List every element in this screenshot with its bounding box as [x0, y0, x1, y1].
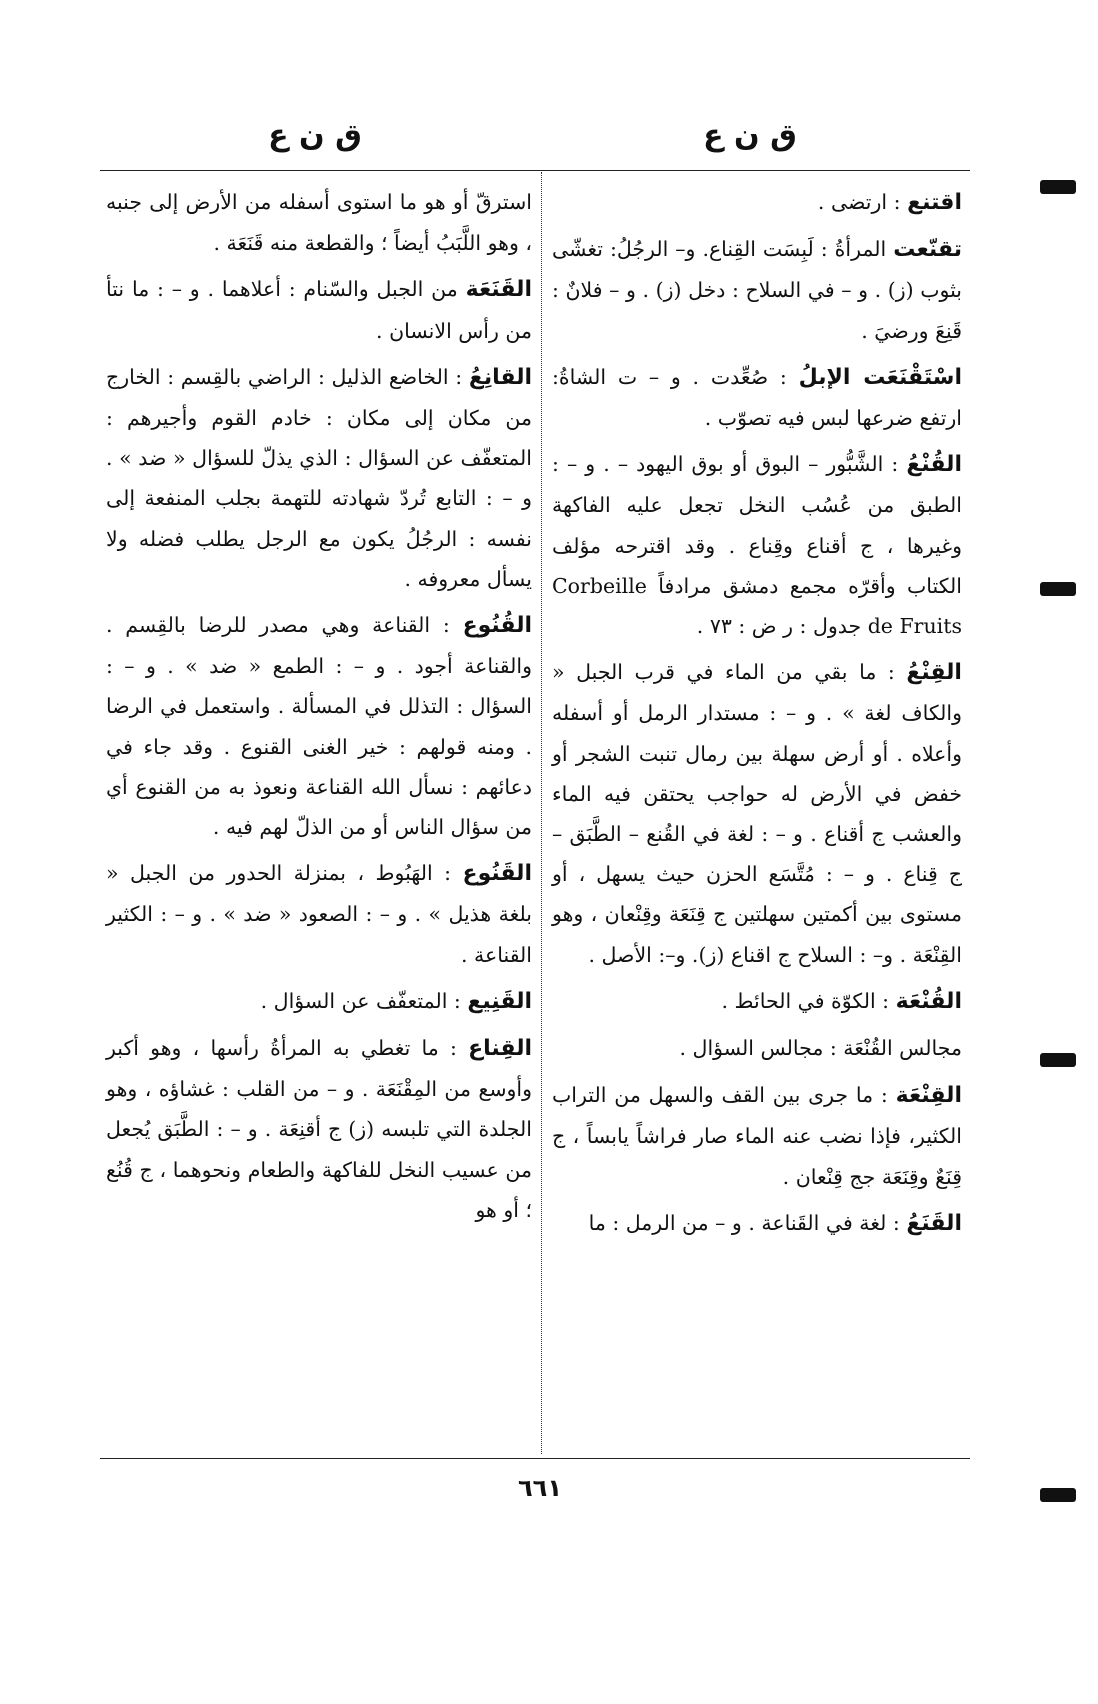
entry-definition: : القناعة وهي مصدر للرضا بالقِسم . والقناعة أجود . و – : الطمع « ضد » . و – : السؤال : التذلل في المسألة . واستعمل في الرضا . ومنه قولهم : خير الغنى القنوع . وقد جاء في دعائهم : نسأل الله القناعة ونعوذ به من القنوع أي من سؤال الناس أو من الذلّ لهم فيه . [106, 613, 532, 840]
entry-headword: القَنِيع [467, 988, 532, 1014]
entry-headword: اسْتَقْنَعَت الإبلُ [798, 364, 962, 390]
entry-headword: القَنَعُ [906, 1210, 962, 1236]
entry-definition: : ما تغطي به المرأةُ رأسها ، وهو أكبر وأوسع من المِقْنَعَة . و – من القلب : غشاؤه ، وهو الجلدة التي تلبسه (ز) ج أقنِعَة . و – : الطَّبَق يُجعل من عسيب النخل للفاكهة والطعام ونحوهما ، ج قُنُع ؛ أو هو [106, 1036, 532, 1222]
entry-definition: : ما بقي من الماء في قرب الجبل « والكاف لغة » . و – : مستدار الرمل أو أسفله وأعلاه . أو أرض سهلة بين رمال تنبت الشجر أو خفض في الأرض له حواجب يحتقن فيه الماء والعشب ج أقناع . و – : لغة في القُنع – الطَّبَق – ج قِناع . و – : مُتَّسَع الحزن حيث يسهل ، أو مستوى بين أكمتين سهلتين ج قِنَعَة وقِنْعان ، وهو القِنْعَة . و– : السلاح ج اقناع (ز). و–: الأصل . [552, 660, 962, 967]
entry-definition: : لغة في القَناعة . و – من الرمل : ما [588, 1210, 900, 1235]
entry-headword: القُنْعَة [895, 988, 962, 1014]
entry-headword: القِنْعُ [906, 660, 962, 686]
dictionary-entry [552, 444, 962, 646]
margin-mark [1040, 1053, 1076, 1067]
entry-headword: القِنْعَة [895, 1083, 962, 1109]
entry-headword: القَنَعَة [465, 277, 532, 303]
entry-definition: : ارتضى . [817, 190, 901, 214]
entry-definition: : ما جرى بين القف والسهل من التراب الكثير، فإذا نضب عنه الماء صار فراشاً يابساً ، ج قِنَعٌ وقِنَعَة جج قِنْعان . [552, 1083, 962, 1189]
entry-definition: : الشَّبُّور – البوق أو بوق اليهود – . و – : الطبق من عُسُب النخل تجعل عليه الفاكهة وغيرها ، ج أقناع وقِناع . وقد اقترحه مؤلف الكتاب وأقرّه مجمع دمشق مرادفاً Corbeille de Fruits جدول : ر ض : ٧٣ . [552, 452, 962, 639]
entry-definition: المرأةُ : لَبِسَت القِناع. و– الرجُلُ: تغشّى بثوب (ز) . و – في السلاح : دخل (ز) . و – فلانٌ : قَنِعَ ورضيَ . [552, 237, 962, 343]
dictionary-entry [552, 1203, 962, 1244]
entry-headword: تقنّعت [893, 237, 962, 263]
left-column [106, 182, 532, 1236]
right-column [552, 182, 962, 1250]
dictionary-entry [106, 853, 532, 975]
entry-definition: : الخاضع الذليل : الراضي بالقِسم : الخارج من مكان إلى مكان : خادم القوم وأجيرهم : المتعفّف عن السؤال : الذي يذلّ للسؤال « ضد » . و – : التابع تُردّ شهادته للتهمة بجلب المنفعة إلى نفسه : الرجُلُ يكون مع الرجل يطلب فضله ولا يسأل معروفه . [106, 364, 532, 591]
entry-headword: اقتنع [907, 190, 962, 215]
entry-definition: مجالس القُنْعَة : مجالس السؤال . [679, 1036, 962, 1061]
margin-mark [1040, 1488, 1076, 1502]
column-divider [541, 172, 542, 1454]
entry-headword: القُنْعُ [906, 452, 962, 478]
dictionary-entry [106, 981, 532, 1022]
entry-definition: : صُعِّدت . و – ت الشاةُ: ارتفع ضرعها لبس فيه تصوّب . [552, 364, 962, 431]
margin-mark [1040, 582, 1076, 596]
dictionary-entry [106, 1028, 532, 1230]
entry-definition: : الكوّة في الحائط . [721, 988, 890, 1013]
entry-definition: من الجبل والسّنام : أعلاهما . و – : ما نتأ من رأس الانسان . [106, 277, 532, 343]
dictionary-entry [552, 229, 962, 351]
margin-mark [1040, 180, 1076, 194]
dictionary-entry [106, 182, 532, 263]
entry-headword: القِناع [468, 1036, 532, 1062]
entry-definition: : المتعفّف عن السؤال . [260, 988, 461, 1013]
dictionary-entry [106, 605, 532, 847]
dictionary-entry [106, 269, 532, 350]
running-header-left: ق ن ع [268, 118, 362, 153]
dictionary-entry [552, 357, 962, 438]
entry-headword: القانِعُ [468, 364, 532, 390]
entry-definition: استرقّ أو هو ما استوى أسفله من الأرض إلى جنبه ، وهو اللَّبَبُ أيضاً ؛ والقطعة منه قَنَعَة . [106, 190, 532, 256]
top-rule [100, 170, 970, 171]
dictionary-entry [106, 357, 532, 599]
dictionary-entry [552, 981, 962, 1022]
dictionary-entry [552, 1028, 962, 1069]
bottom-rule [100, 1458, 970, 1459]
page-number: ٦٦١ [518, 1474, 562, 1502]
entry-headword: القَنُوع [462, 861, 532, 887]
dictionary-entry [552, 652, 962, 975]
entry-headword: القُنُوع [462, 613, 532, 639]
running-header-right: ق ن ع [703, 118, 797, 153]
dictionary-entry [552, 182, 962, 223]
entry-definition: : الهَبُوط ، بمنزلة الحدور من الجبل « بلغة هذيل » . و – : الصعود « ضد » . و – : الكثير القناعة . [106, 861, 532, 967]
dictionary-entry [552, 1075, 962, 1197]
